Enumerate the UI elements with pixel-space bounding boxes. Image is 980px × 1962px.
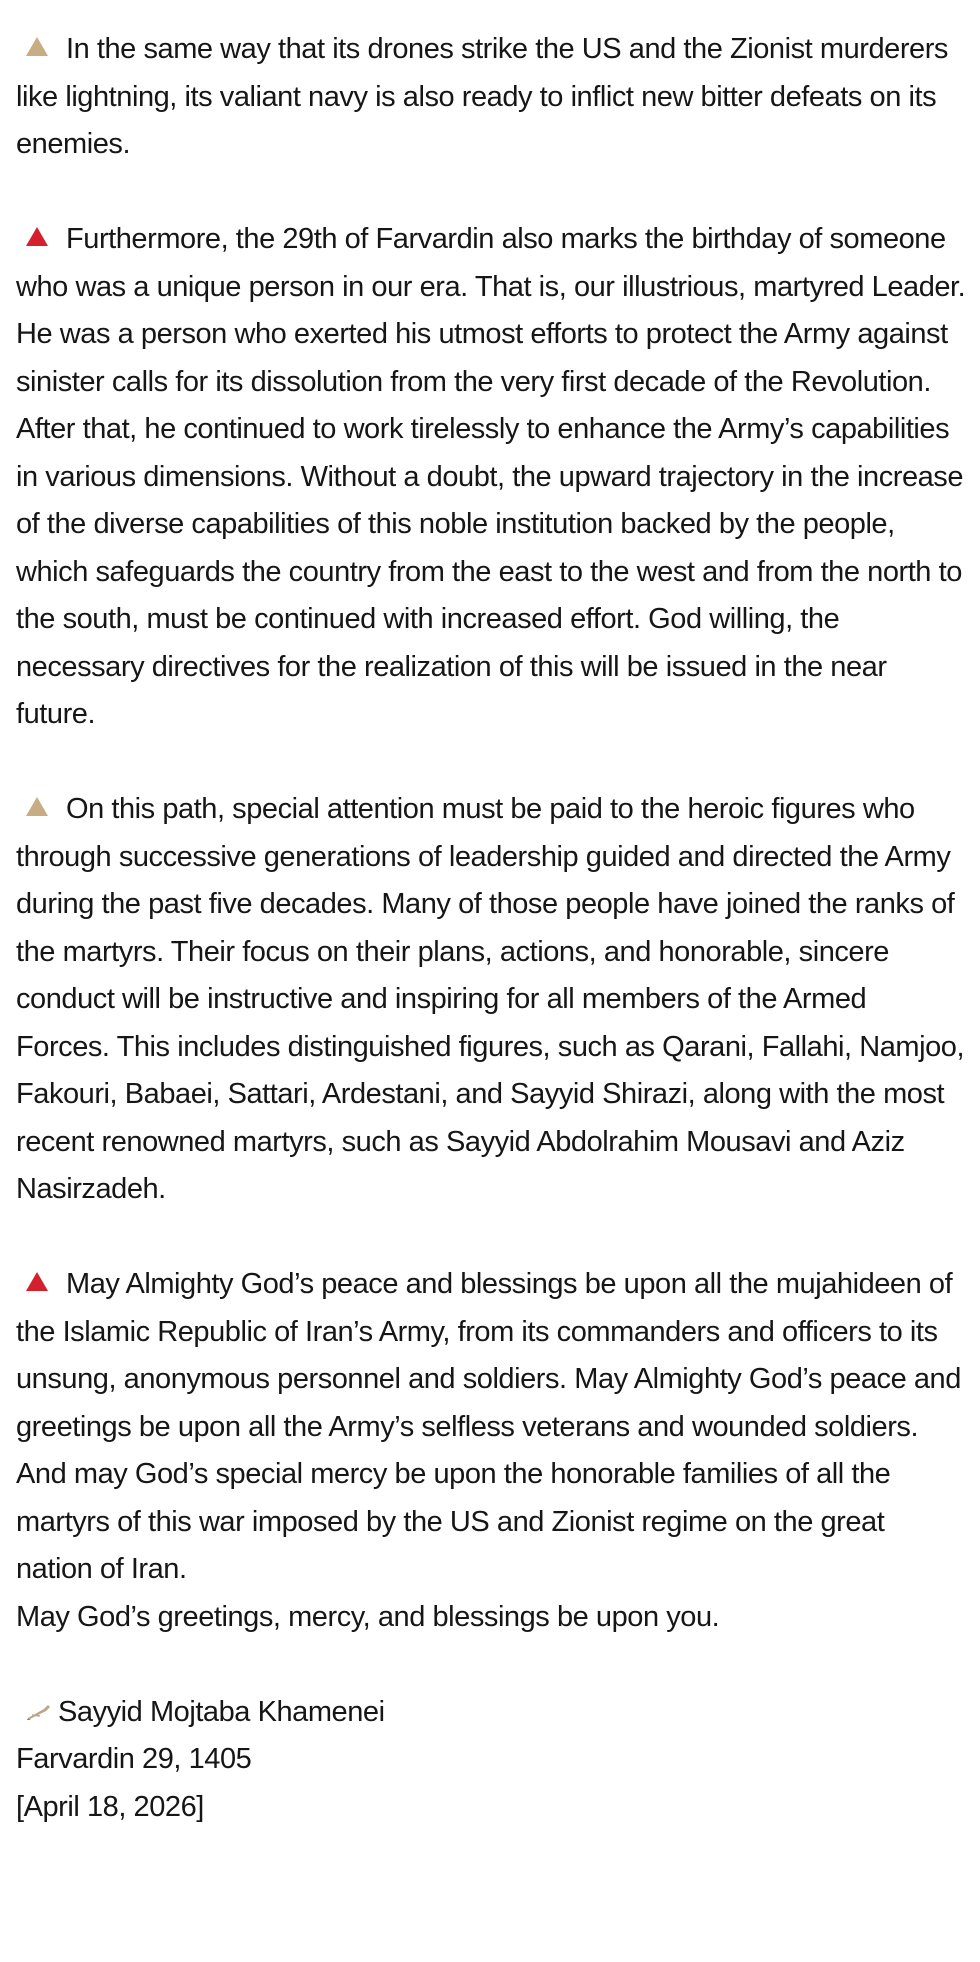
paragraph-3 bbox=[16, 786, 966, 1214]
paragraph-text: Furthermore, the 29th of Farvardin also marks the birthday of someone who was a unique person in our era. That is, our illustrious, martyred Leader. He was a person who exerted his utmost efforts to protect the Army against sinister calls for its dissolution from the very first decade of the Revolution. After that, he continued to work tirelessly to enhance the Army’s capabilities in various dimensions. Without a doubt, the upward trajectory in the increase of the diverse capabilities of this noble institution backed by the people, which safeguards the country from the east to the west and from the north to the south, must be continued with increased effort. God willing, the necessary directives for the realization of this will be issued in the near future. bbox=[16, 223, 966, 730]
signature-date-gregorian: [April 18, 2026] bbox=[16, 1790, 204, 1823]
paragraph-1 bbox=[16, 26, 966, 169]
signature-date: Farvardin 29, 1405 bbox=[16, 1743, 252, 1775]
signature-name: Sayyid Mojtaba Khamenei bbox=[58, 1695, 385, 1728]
triangle-bullet-icon bbox=[26, 1272, 48, 1291]
triangle-bullet-icon bbox=[26, 37, 48, 56]
signature-name-line bbox=[16, 1689, 966, 1737]
paragraph-text: May Almighty God’s peace and blessings be upon all the mujahideen of the Islamic Republic of Iran’s Army, from its commanders and officers to its unsung, anonymous personnel and soldiers. May Almighty God’s peace and greetings be upon all the Army’s selfless veterans and wounded soldiers. And may God’s special mercy be upon the honorable families of all the martyrs of this war imposed by the US and Zionist regime on the great nation of Iran. bbox=[16, 1268, 961, 1585]
pen-icon bbox=[26, 1689, 52, 1707]
paragraph-spacer bbox=[16, 169, 966, 217]
paragraph-2 bbox=[16, 216, 966, 739]
message-body bbox=[16, 26, 966, 1831]
triangle-bullet-icon bbox=[26, 227, 48, 246]
paragraph-text: On this path, special attention must be paid to the heroic figures who through successive generations of leadership guided and directed the Army during the past five decades. Many of those people have joined the ranks of the martyrs. Their focus on their plans, actions, and honorable, sincere conduct will be instructive and inspiring for all members of the Armed Forces. This includes distinguished figures, such as Qarani, Fallahi, Namjoo, Fakouri, Babaei, Sattari, Ardestani, and Sayyid Shirazi, along with the most recent renowned martyrs, such as Sayyid Abdolrahim Mousavi and Aziz Nasirzadeh. bbox=[16, 793, 965, 1205]
triangle-bullet-icon bbox=[26, 797, 48, 816]
paragraph-spacer bbox=[16, 739, 966, 787]
paragraph-spacer bbox=[16, 1641, 966, 1689]
paragraph-spacer bbox=[16, 1214, 966, 1262]
paragraph-text: In the same way that its drones strike the US and the Zionist murderers like lightning, its valiant navy is also ready to inflict new bitter defeats on its enemies. bbox=[16, 33, 948, 160]
closing-line: May God’s greetings, mercy, and blessings be upon you. bbox=[16, 1600, 720, 1633]
paragraph-4 bbox=[16, 1261, 966, 1594]
